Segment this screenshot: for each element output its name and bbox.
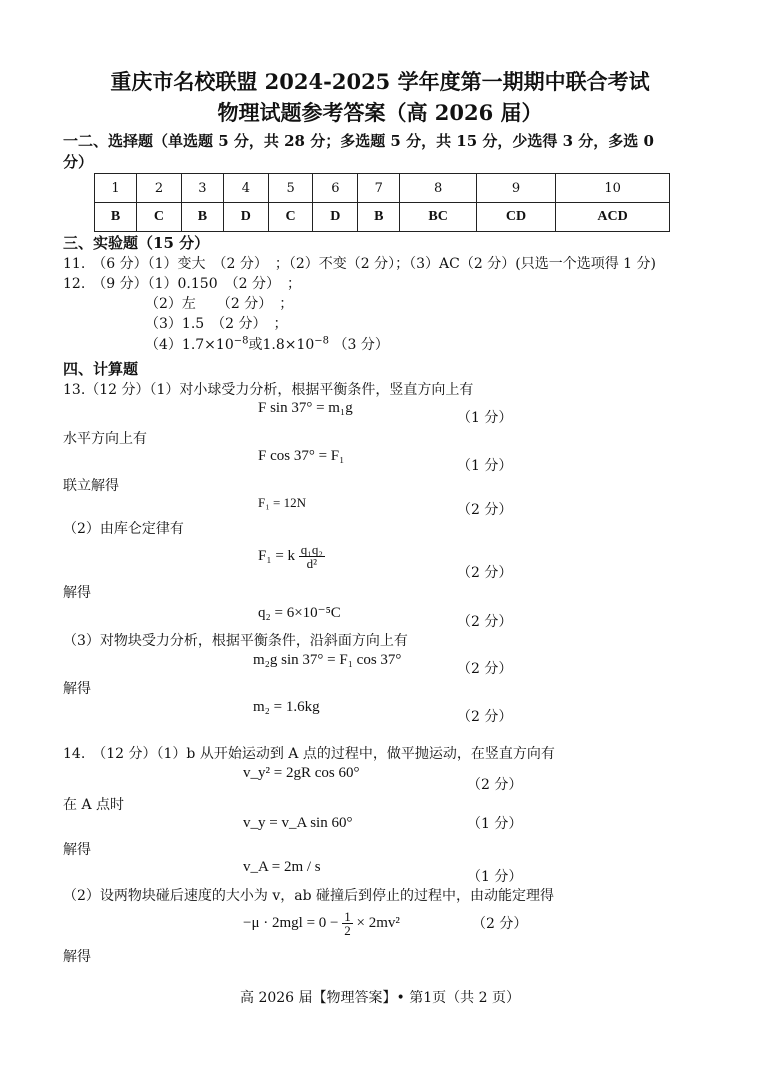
equation-8: v_y² = 2gR cos 60° <box>243 765 360 781</box>
score-label: （2 分） <box>457 709 513 725</box>
question-number-cell: 8 <box>400 174 477 203</box>
question-number-cell: 4 <box>223 174 268 203</box>
section4-heading: 四、计算题 <box>63 360 139 378</box>
answer-cell: B <box>95 203 137 232</box>
answer-cell: C <box>268 203 313 232</box>
answer-cell: CD <box>476 203 555 232</box>
q12-part4 <box>145 334 389 354</box>
score-label: （2 分） <box>457 565 513 581</box>
equation-4-lhs: F₁ = k <box>258 547 296 564</box>
q13-part3: （3）对物块受力分析，根据平衡条件，沿斜面方向上有 <box>63 633 408 649</box>
page-title-line1: 重庆市名校联盟 2024-2025 学年度第一期期中联合考试 <box>110 69 650 94</box>
q12-or: 或 <box>248 337 263 353</box>
answer-cell: D <box>223 203 268 232</box>
question-number-cell: 9 <box>476 174 555 203</box>
q14-solve2: 解得 <box>63 949 91 965</box>
q12-part2: （2）左 （2 分） ； <box>145 296 294 312</box>
equation-9: v_y = v_A sin 60° <box>243 815 353 831</box>
question-number-cell: 7 <box>358 174 400 203</box>
page-footer: 高 2026 届【物理答案】• 第1页（共 2 页） <box>240 990 520 1006</box>
q12-value2: 1.8×10 <box>262 337 315 353</box>
q12-part4-label: （4） <box>145 337 182 353</box>
q14-intro: 14. （12 分）（1）b 从开始运动到 A 点的过程中，做平抛运动，在竖直方向有 <box>63 746 555 762</box>
equation-7: m₂ = 1.6kg <box>253 699 320 715</box>
answer-table-number-row <box>95 174 670 203</box>
answer-cell: B <box>181 203 223 232</box>
section1-heading-a: 一二、选择题（单选题 5 分，共 28 分；多选题 5 分，共 15 分，少选得 3 分，多选 0 <box>63 132 654 150</box>
question-number-cell: 5 <box>268 174 313 203</box>
score-label: （1 分） <box>457 410 513 426</box>
q13-solve1: 解得 <box>63 585 91 601</box>
q12-part3: （3）1.5 （2 分） ； <box>145 316 288 332</box>
answer-cell: ACD <box>556 203 670 232</box>
equation-5: q₂ = 6×10⁻⁵C <box>258 605 341 621</box>
answer-cell: C <box>137 203 182 232</box>
section1-heading-b: 分） <box>63 153 94 171</box>
equation-6: m₂g sin 37° = F₁ cos 37° <box>253 652 402 668</box>
q14-part2: （2）设两物块碰后速度的大小为 v，ab 碰撞后到停止的过程中，由动能定理得 <box>63 888 555 904</box>
q11-answer: 11. （6 分）（1）变大 （2 分） ；（2）不变（2 分）；（3）AC（2 分）(只选一个选项得 1 分) <box>63 256 656 272</box>
equation-11-numerator: 1 <box>344 909 351 924</box>
q12-exponent2: −8 <box>314 335 330 347</box>
q13-solve2: 解得 <box>63 681 91 697</box>
q13-combine: 联立解得 <box>63 478 119 494</box>
equation-11-rhs: × 2mv² <box>356 914 400 931</box>
question-number-cell: 6 <box>313 174 358 203</box>
equation-10: v_A = 2m / s <box>243 859 321 875</box>
score-label: （2 分） <box>467 777 523 793</box>
equation-4 <box>258 543 325 570</box>
score-label: （1 分） <box>467 816 523 832</box>
question-number-cell: 1 <box>95 174 137 203</box>
score-label: （2 分） <box>472 916 528 932</box>
q12-part1: 12. （9 分）（1）0.150 （2 分） ； <box>63 276 301 292</box>
q12-part4-score: （3 分） <box>333 337 389 353</box>
equation-11 <box>243 910 400 937</box>
equation-4-fraction <box>299 543 325 570</box>
section3-heading: 三、实验题（15 分） <box>63 234 210 252</box>
equation-11-denominator: 2 <box>344 923 351 938</box>
answer-cell: D <box>313 203 358 232</box>
answer-cell: BC <box>400 203 477 232</box>
score-label: （1 分） <box>467 869 523 885</box>
q13-horizontal: 水平方向上有 <box>63 431 147 447</box>
q13-intro: 13.（12 分）（1）对小球受力分析，根据平衡条件，竖直方向上有 <box>63 382 474 398</box>
score-label: （2 分） <box>457 661 513 677</box>
answer-table <box>94 173 670 232</box>
equation-4-denominator: d² <box>306 556 318 571</box>
equation-11-lhs: −μ · 2mgl = 0 − <box>243 914 339 931</box>
q12-exponent1: −8 <box>233 335 249 347</box>
equation-1: F sin 37° = m₁g <box>258 400 353 416</box>
equation-11-fraction <box>342 910 353 937</box>
equation-3: F₁ = 12N <box>258 495 306 510</box>
q14-solve1: 解得 <box>63 842 91 858</box>
score-label: （2 分） <box>457 614 513 630</box>
answer-table-answer-row <box>95 203 670 232</box>
question-number-cell: 3 <box>181 174 223 203</box>
score-label: （2 分） <box>457 502 513 518</box>
q14-at-a: 在 A 点时 <box>63 797 125 813</box>
q12-value1: 1.7×10 <box>181 337 234 353</box>
question-number-cell: 2 <box>137 174 182 203</box>
q13-part2: （2）由库仑定律有 <box>63 521 184 537</box>
equation-2: F cos 37° = F₁ <box>258 448 345 464</box>
page-title-line2: 物理试题参考答案（高 2026 届） <box>217 100 543 125</box>
equation-4-numerator: q₁q₂ <box>300 542 323 557</box>
answer-cell: B <box>358 203 400 232</box>
question-number-cell: 10 <box>556 174 670 203</box>
score-label: （1 分） <box>457 458 513 474</box>
